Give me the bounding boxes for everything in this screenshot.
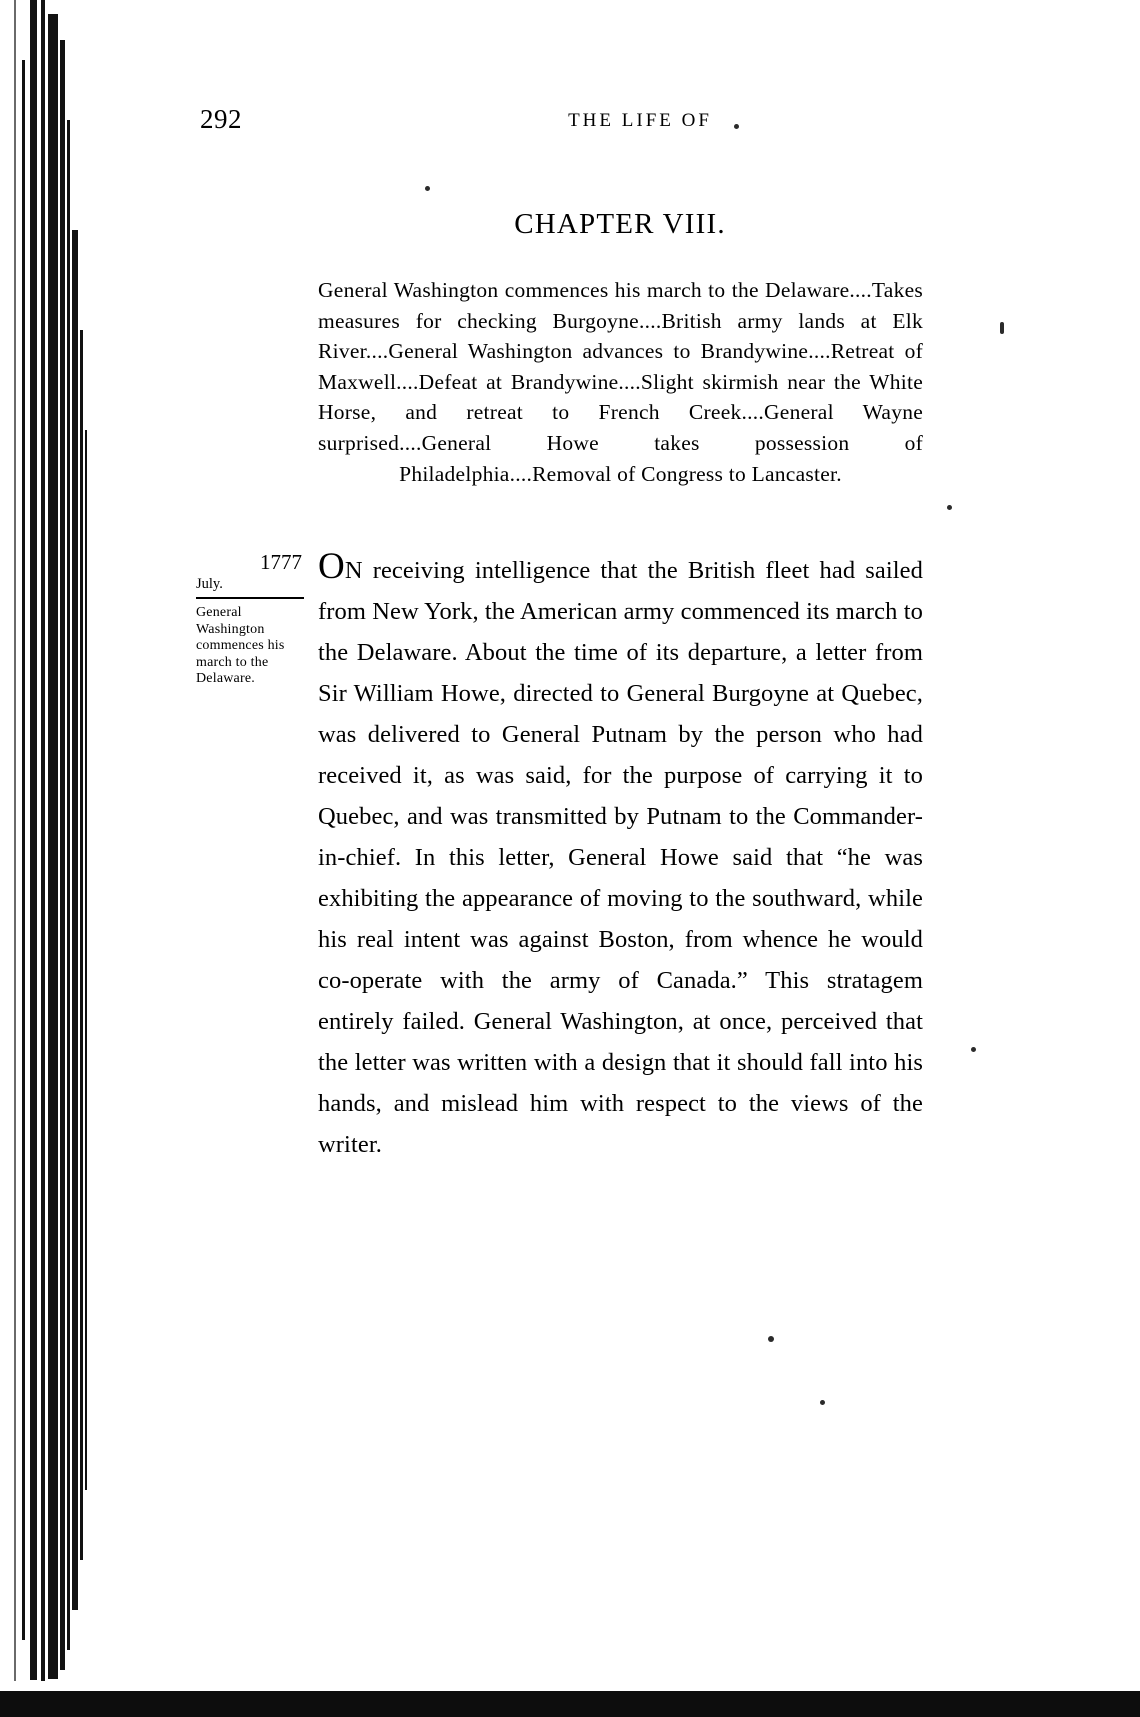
scan-speck [1000,322,1004,334]
scan-speck [425,186,430,191]
drop-cap: O [318,546,345,587]
sidenote-year: 1777 [260,550,302,574]
page-number: 292 [200,104,242,134]
chapter-title: CHAPTER VIII. [514,208,726,240]
scan-speck [734,124,739,129]
scan-bottom-edge [0,1691,1140,1717]
chapter-argument: General Washington commences his march to the Delaware....Takes measures for checking Burgoyne....British army lands at Elk River....General Washington advances to Brandywine....Retreat of Maxwell....Defeat at Brandywine....Slight skirmish near the White Horse, and retreat to French Creek....General Wayne surprised....General Howe takes possession of Philadelphia....Removal of Congress to Lancaster. [318,278,923,486]
scan-speck [947,505,952,510]
scan-speck [768,1336,774,1342]
scan-bottom-gap [0,1681,1140,1691]
scan-speck [971,1047,976,1052]
sidenote-rule [196,597,304,599]
body-text-run: receiving intelligence that the British fleet had sailed from New York, the American army commenced its march to the Delaware. About the time of its departure, a letter from Sir William Howe, directed to General Burgoyne at Quebec, was delivered to General Putnam by the person who had received it, as was said, for the purpose of carrying it to Quebec, and was transmitted by Putnam to the Commander-in-chief. In this letter, General Howe said that “he was exhibiting the appearance of moving to the southward, while his real intent was against Boston, from whence he would co-operate with the army of Canada.” This stratagem entirely failed. General Washington, at once, perceived that the letter was written with a design that it should fall into his hands, and mislead him with respect to the views of the writer. [318,557,923,1158]
scan-speck [820,1400,825,1405]
opening-word-rest: N [344,557,363,584]
marginal-notes [196,550,306,688]
scan-binding-edge [0,0,120,1717]
running-head [150,104,990,134]
body-paragraph [318,548,923,1165]
sidenote-month: July. [196,576,223,592]
running-head-title: THE LIFE OF [568,110,712,131]
sidenote-text: General Washington commences his march to the Delaware. [196,605,285,686]
